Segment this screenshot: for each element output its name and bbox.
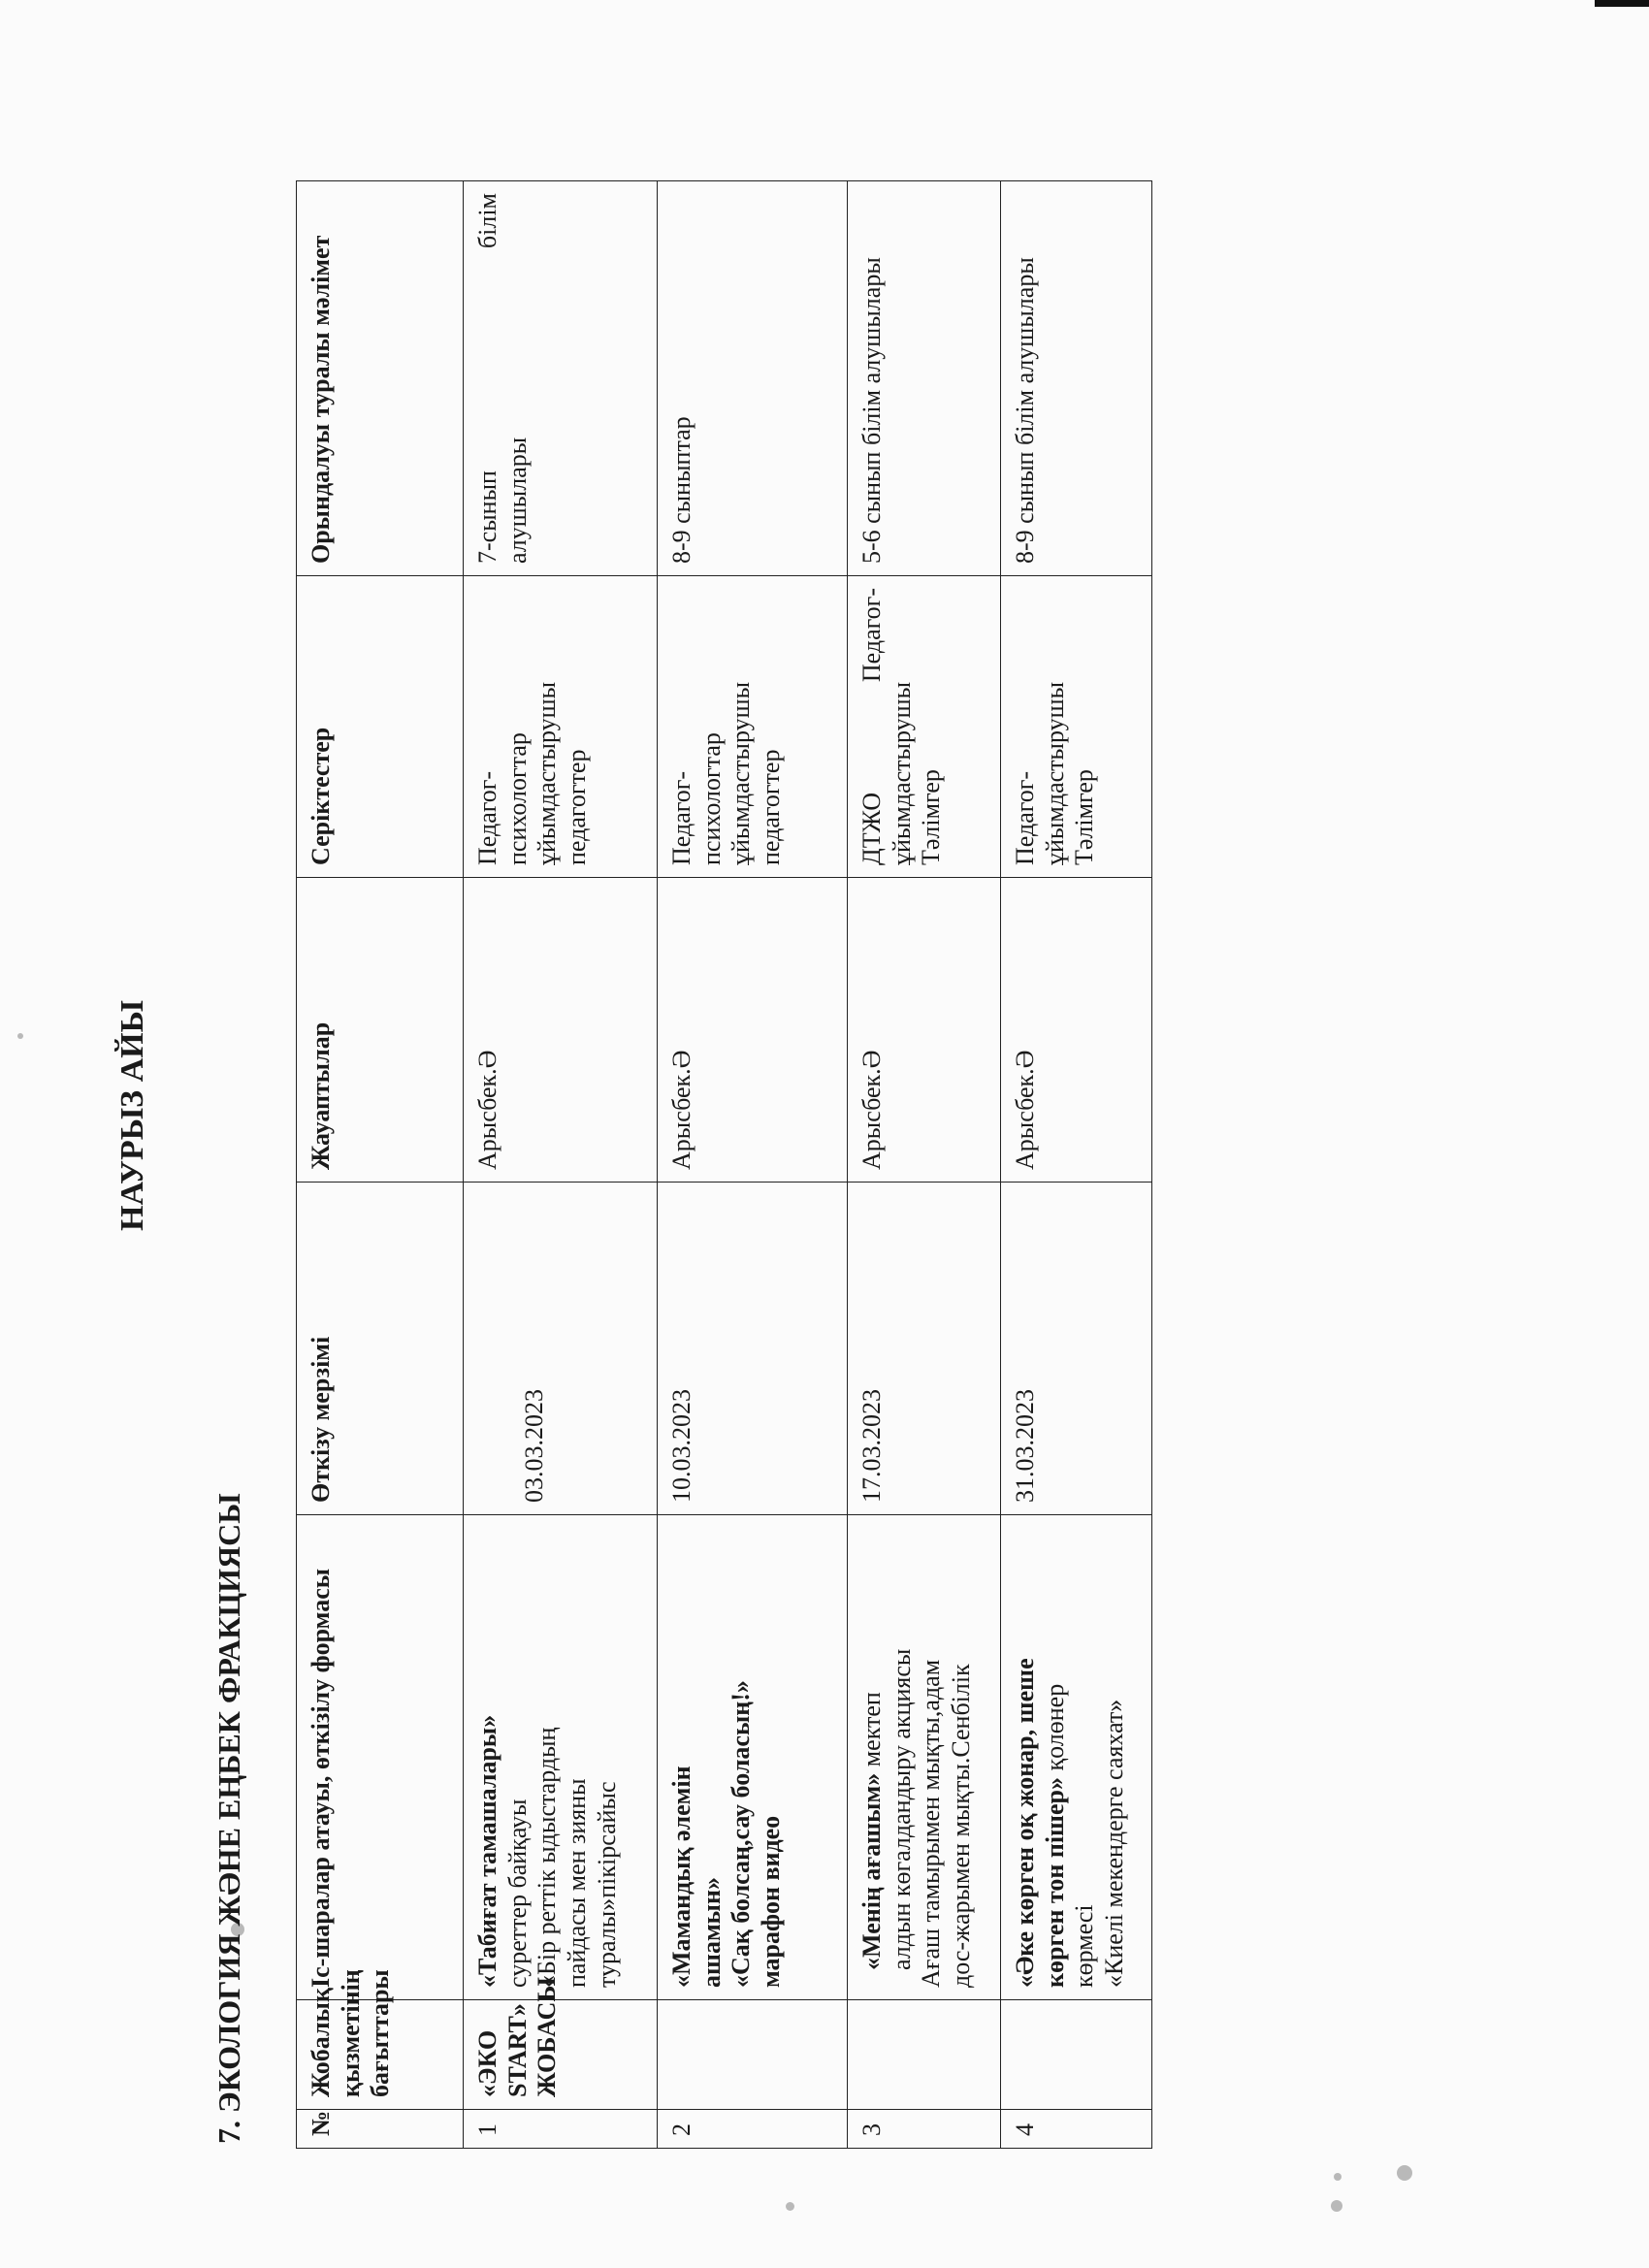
event-title: «Табиғат тамашалары»: [473, 1714, 501, 1988]
responsible-cell: Арысбек.Ә: [1001, 878, 1152, 1183]
event-title: «Әке көрген оқ жонар, шеше: [1011, 1658, 1039, 1988]
event-title: «Менің ағашым»: [857, 1772, 886, 1970]
direction-empty-cell: [1001, 2000, 1152, 2110]
partner-line: педагогтер: [563, 749, 592, 865]
event-line: туралы»пікірсайыс: [592, 1781, 621, 1988]
header-num: №: [297, 2110, 464, 2149]
partner-text: Педагог-: [857, 588, 886, 683]
partner-line: Педагог-: [1011, 770, 1039, 865]
scan-speck: [1334, 2173, 1342, 2181]
event-line: «Сақ болсаң,сау боласың!»: [727, 1680, 756, 1988]
scan-speck: [786, 2202, 794, 2211]
header-partners: Серіктестер: [297, 576, 464, 878]
event-line: «Мамандық әлемін: [667, 1766, 695, 1988]
direction-line: «ЭКО: [473, 2029, 501, 2097]
responsible-cell: Арысбек.Ә: [464, 878, 658, 1183]
event-line: алдын көгалдандыру акциясы: [887, 1648, 916, 1970]
event-plan-table: [296, 180, 1152, 2149]
event-date: 03.03.2023: [520, 1389, 548, 1503]
partner-line: Тәлімгер: [917, 769, 946, 865]
event-line: дос-жарымен мықты.Сенбілік: [947, 1664, 976, 1988]
event-title: көрген тон пішер»: [1040, 1777, 1069, 1988]
table-row: [464, 181, 658, 2149]
table-row: [848, 181, 1001, 2149]
event-date: 10.03.2023: [667, 1389, 695, 1503]
event-line: көрмесі: [1070, 1904, 1099, 1988]
completion-cell: 8-9 сынып білім алушылары: [1001, 181, 1152, 576]
date-cell: [464, 1183, 658, 1515]
direction-cell: [464, 1977, 658, 2110]
table-row: [658, 181, 848, 2149]
event-line: ашамын»: [696, 1877, 726, 1988]
partner-line: педагогтер: [757, 749, 786, 865]
partner-text: ДТЖО: [857, 792, 886, 865]
rotated-page: [58, 58, 1571, 2173]
event-cell: [464, 1515, 658, 2000]
row-num: 3: [848, 2110, 1001, 2149]
direction-line: ЖОБАСЫ: [533, 1977, 562, 2097]
event-cell: [1001, 1515, 1152, 2000]
header-responsible: Жауаптылар: [297, 878, 464, 1183]
direction-empty-cell: [658, 2000, 848, 2110]
completion-text: 7-сынып: [473, 470, 501, 564]
row-num: 4: [1001, 2110, 1152, 2149]
completion-text: алушылары: [502, 437, 532, 564]
header-event: Іс-шаралар атауы, өткізілу формасы: [297, 1515, 464, 2000]
table-row: [1001, 181, 1152, 2149]
event-date: 17.03.2023: [857, 1389, 886, 1503]
direction-line: START»: [502, 2003, 532, 2097]
partner-line: ұйымдастырушы: [1040, 681, 1069, 865]
completion-text: білім: [473, 193, 501, 249]
scan-corner-mark: [1595, 0, 1649, 7]
row-num: 1: [464, 2110, 658, 2149]
event-text: мектеп: [857, 1692, 886, 1773]
partner-line: ұйымдастырушы: [727, 681, 756, 865]
header-date: Өткізу мерзімі: [297, 1183, 464, 1515]
row-num: 2: [658, 2110, 848, 2149]
date-cell: [658, 1183, 848, 1515]
event-line: Ағаш тамырымен мықты,адам: [917, 1659, 946, 1988]
responsible-cell: Арысбек.Ә: [658, 878, 848, 1183]
completion-cell: 8-9 сыныптар: [658, 181, 848, 576]
completion-cell: [464, 181, 658, 576]
section-title: 7. ЭКОЛОГИЯ ЖӘНЕ ЕҢБЕК ФРАКЦИЯСЫ: [211, 1493, 246, 2144]
event-text: қолөнер: [1040, 1683, 1069, 1777]
partner-line: Тәлімгер: [1070, 769, 1099, 865]
event-line: «Бір реттік ыдыстардың: [533, 1727, 562, 1988]
partner-line: психологтар: [696, 732, 726, 865]
completion-cell: 5-6 сынып білім алушылары: [848, 181, 1001, 576]
scan-speck: [17, 1033, 23, 1039]
event-line: «Киелі мекендерге саяхат»: [1100, 1699, 1129, 1988]
event-cell: [848, 1515, 1001, 2000]
event-date: 31.03.2023: [1011, 1389, 1039, 1503]
partner-line: ұйымдастырушы: [887, 681, 916, 865]
partner-line: психологтар: [502, 732, 532, 865]
partner-line: Педагог-: [473, 770, 501, 865]
header-direction: Жобалық қызметінің бағыттары: [297, 2000, 464, 2110]
partners-cell: [1001, 576, 1152, 878]
partners-cell: [658, 576, 848, 878]
responsible-cell: Арысбек.Ә: [848, 878, 1001, 1183]
event-line: [1041, 1527, 1071, 1988]
completion-line: [473, 193, 503, 564]
event-line: пайдасы мен зияны: [563, 1778, 592, 1988]
scan-speck: [1331, 2200, 1342, 2212]
table-header-row: [297, 181, 464, 2149]
partners-cell: [848, 576, 1001, 878]
partner-line: ұйымдастырушы: [533, 681, 562, 865]
date-cell: [1001, 1183, 1152, 1515]
direction-empty-cell: [848, 2000, 1001, 2110]
partner-line: [857, 588, 888, 865]
header-completion: Орындалуы туралы мәлімет: [297, 181, 464, 576]
event-cell: [658, 1515, 848, 2000]
date-cell: [848, 1183, 1001, 1515]
partners-cell: [464, 576, 658, 878]
event-line: марафон видео: [757, 1815, 786, 1988]
partner-line: Педагог-: [667, 770, 695, 865]
month-title: НАУРЫЗ АЙЫ: [114, 1000, 150, 1231]
event-line: суреттер байқауы: [502, 1798, 532, 1988]
event-line: [857, 1527, 888, 1988]
